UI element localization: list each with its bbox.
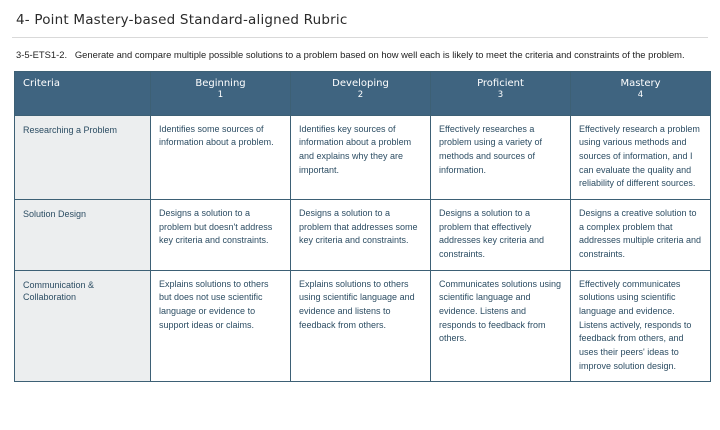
table-header-row — [15, 71, 711, 115]
page-title: 4- Point Mastery-based Standard-aligned Rubric — [16, 12, 348, 28]
table-row — [15, 199, 711, 270]
column-header-beginning — [151, 71, 291, 115]
title-divider — [12, 37, 708, 38]
level-name: Developing — [332, 77, 389, 89]
row-criteria-label: Solution Design — [15, 199, 151, 270]
column-header-mastery — [571, 71, 711, 115]
level-name: Mastery — [620, 77, 661, 89]
level-name: Beginning — [195, 77, 246, 89]
descriptor-cell: Designs a solution to a problem that addresses some key criteria and constraints. — [291, 199, 431, 270]
standard-code: 3-5-ETS1-2. — [16, 49, 68, 60]
descriptor-cell: Designs a solution to a problem that effectively addresses key criteria and constraints. — [431, 199, 571, 270]
standard-statement — [16, 48, 706, 62]
descriptor-cell: Explains solutions to others using scientific language and evidence and listens to feedback from others. — [291, 270, 431, 382]
column-header-criteria: Criteria — [15, 71, 151, 115]
descriptor-cell: Explains solutions to others but does not use scientific language or evidence to support ideas or claims. — [151, 270, 291, 382]
descriptor-cell: Effectively researches a problem using a variety of methods and sources of information. — [431, 115, 571, 199]
descriptor-cell: Identifies key sources of information about a problem and explains why they are important. — [291, 115, 431, 199]
descriptor-cell: Identifies some sources of information about a problem. — [151, 115, 291, 199]
row-criteria-label: Communication & Collaboration — [15, 270, 151, 382]
rubric-table — [14, 71, 711, 383]
level-number: 4 — [637, 90, 644, 101]
level-number: 1 — [217, 90, 224, 101]
level-number: 2 — [357, 90, 364, 101]
descriptor-cell: Designs a creative solution to a complex problem that addresses multiple criteria and constraints. — [571, 199, 711, 270]
level-name: Proficient — [477, 77, 524, 89]
table-header — [15, 71, 711, 115]
standard-text: Generate and compare multiple possible solutions to a problem based on how well each is likely to meet the criteria and constraints of the problem. — [74, 49, 685, 60]
column-header-proficient — [431, 71, 571, 115]
row-criteria-label: Researching a Problem — [15, 115, 151, 199]
level-number: 3 — [497, 90, 504, 101]
descriptor-cell: Effectively communicates solutions using scientific language and evidence. Listens actively, responds to feedback from others, and uses their peers' ideas to improve solution design. — [571, 270, 711, 382]
table-row — [15, 270, 711, 382]
table-row — [15, 115, 711, 199]
table-body — [15, 115, 711, 382]
descriptor-cell: Effectively research a problem using various methods and sources of information, and I can evaluate the quality and reliability of different sources. — [571, 115, 711, 199]
column-header-developing — [291, 71, 431, 115]
descriptor-cell: Designs a solution to a problem but doesn't address key criteria and constraints. — [151, 199, 291, 270]
descriptor-cell: Communicates solutions using scientific language and evidence. Listens and responds to feedback from others. — [431, 270, 571, 382]
